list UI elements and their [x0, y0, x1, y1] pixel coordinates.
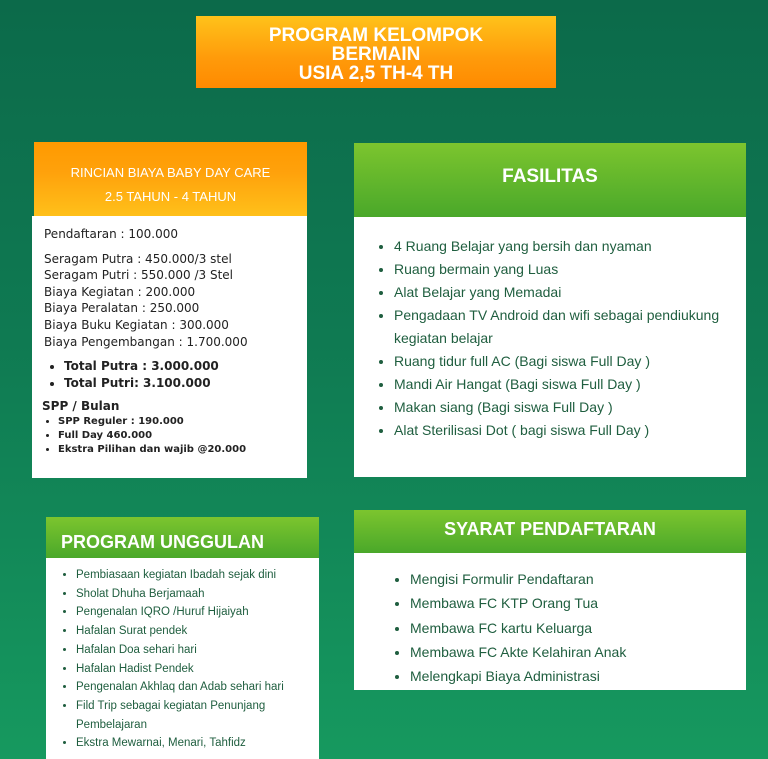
syarat-list [392, 567, 736, 688]
spp-title: SPP / Bulan [42, 399, 120, 414]
program-item: • Ekstra Mewarnai, Menari, Tahfidz [76, 734, 311, 753]
rincian-heading-line-1: RINCIAN BIAYA BABY DAY CARE [70, 165, 271, 180]
syarat-item: • Membawa FC Akte Kelahiran Anak [410, 640, 736, 664]
spp-list [44, 415, 307, 457]
spp-item: • Full Day 460.000 [58, 429, 307, 443]
total-putri: • Total Putri: 3.100.000 [64, 375, 307, 392]
title-banner [196, 16, 556, 88]
fasilitas-item: • Ruang tidur full AC (Bagi siswa Full Day ) [394, 350, 726, 373]
fee-item: Biaya Pengembangan : 1.700.000 [44, 334, 248, 349]
fasilitas-item: • 4 Ruang Belajar yang bersih dan nyaman [394, 235, 726, 258]
fee-item: Biaya Kegiatan : 200.000 [44, 284, 196, 299]
program-item: • Hafalan Hadist Pendek [76, 660, 311, 679]
rincian-heading-line-2: 2.5 TAHUN - 4 TAHUN [104, 189, 237, 204]
syarat-item: • Membawa FC kartu Keluarga [410, 616, 736, 640]
spp-item: • Ekstra Pilihan dan wajib @20.000 [58, 443, 307, 457]
fee-item: Biaya Peralatan : 250.000 [44, 301, 200, 316]
fasilitas-item: • Ruang bermain yang Luas [394, 258, 726, 281]
fee-item: Biaya Buku Kegiatan : 300.000 [44, 317, 229, 332]
fasilitas-item: • Makan siang (Bagi siswa Full Day ) [394, 396, 726, 419]
program-item: • Pembiasaan kegiatan Ibadah sejak dini [76, 566, 311, 585]
fasilitas-item: • Alat Belajar yang Memadai [394, 281, 726, 304]
program-item: • Hafalan Doa sehari hari [76, 641, 311, 660]
rincian-biaya-heading [34, 142, 307, 216]
syarat-pendaftaran-heading: SYARAT PENDAFTARAN [354, 510, 746, 553]
spp-item: • SPP Reguler : 190.000 [58, 415, 307, 429]
syarat-item: • Mengisi Formulir Pendaftaran [410, 567, 736, 591]
program-unggulan-heading: PROGRAM UNGGULAN [46, 517, 319, 558]
fasilitas-item: • Alat Sterilisasi Dot ( bagi siswa Full Day ) [394, 419, 726, 442]
title-line-3: USIA 2,5 TH-4 TH [298, 63, 454, 84]
fee-item: Seragam Putri : 550.000 /3 Stel [44, 268, 234, 283]
program-item: • Hafalan Surat pendek [76, 622, 311, 641]
fasilitas-list [376, 235, 726, 442]
syarat-pendaftaran-card [354, 553, 746, 690]
syarat-item: • Membawa FC KTP Orang Tua [410, 591, 736, 615]
program-item: • Sholat Dhuha Berjamaah [76, 585, 311, 604]
syarat-item: • Melengkapi Biaya Administrasi [410, 664, 736, 688]
program-item: • Pengenalan IQRO /Huruf Hijaiyah [76, 603, 311, 622]
program-unggulan-card [46, 558, 319, 759]
fasilitas-heading: FASILITAS [354, 143, 746, 217]
fee-item: Seragam Putra : 450.000/3 stel [44, 251, 232, 266]
program-list [58, 566, 311, 753]
title-line-2: BERMAIN [331, 44, 421, 65]
totals-list [44, 358, 307, 392]
fasilitas-item: • Pengadaan TV Android dan wifi sebagai pendiukung kegiatan belajar [394, 304, 726, 350]
program-item: • Pengenalan Akhlaq dan Adab sehari hari [76, 678, 311, 697]
fasilitas-item: • Mandi Air Hangat (Bagi siswa Full Day ) [394, 373, 726, 396]
fee-item: Pendaftaran : 100.000 [44, 227, 179, 241]
spacer [44, 243, 307, 251]
total-putra: • Total Putra : 3.000.000 [64, 358, 307, 375]
program-item: • Fild Trip sebagai kegiatan Penunjang Pembelajaran [76, 697, 311, 734]
title-line-1: PROGRAM KELOMPOK [268, 25, 484, 46]
fasilitas-card [354, 217, 746, 477]
rincian-biaya-card [32, 216, 307, 478]
